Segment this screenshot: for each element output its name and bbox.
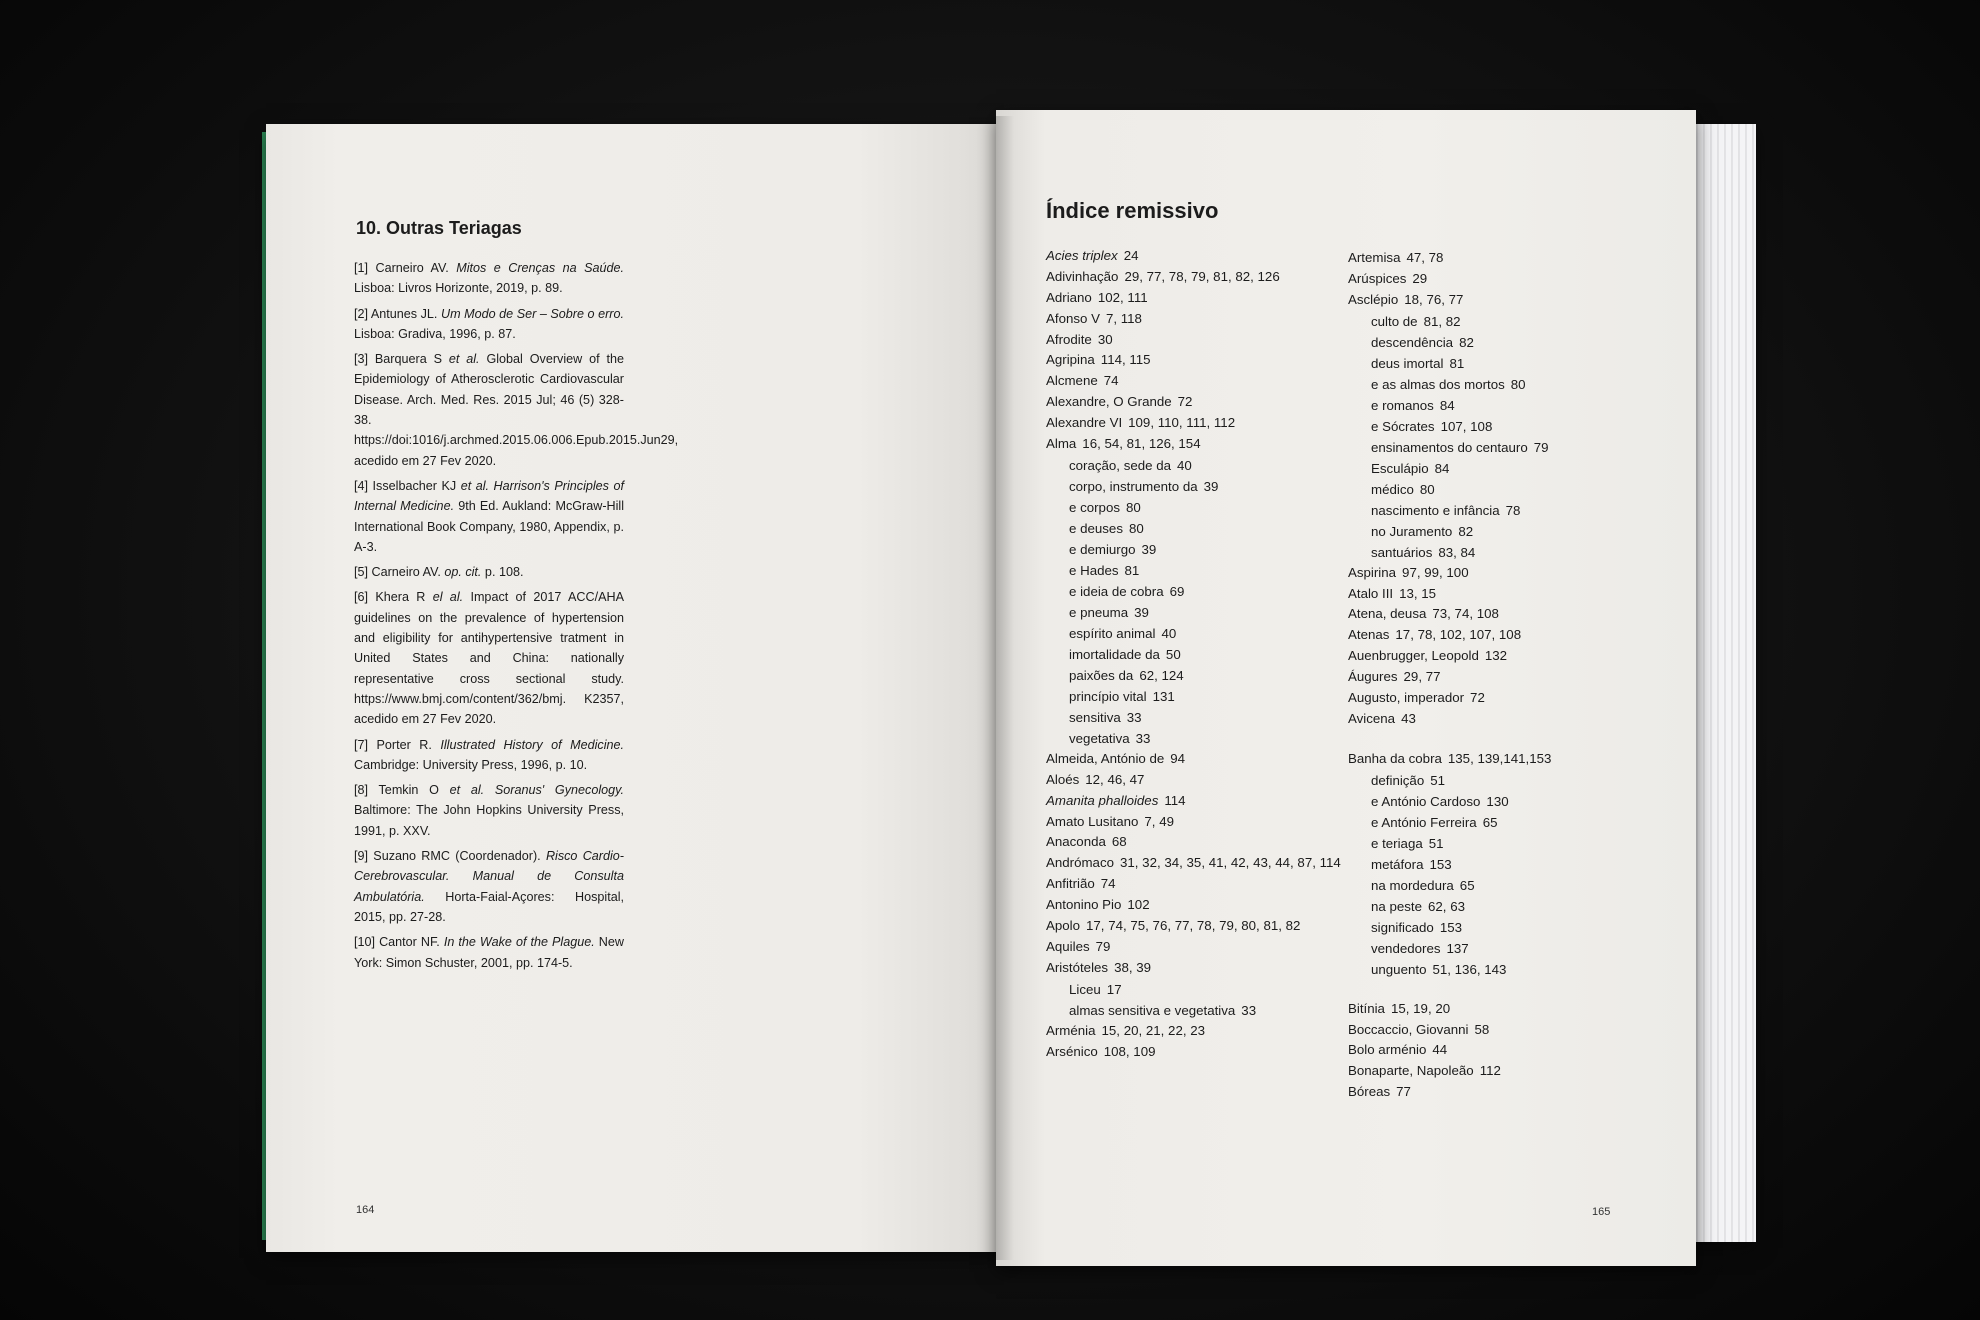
index-pages: 12, 46, 47 xyxy=(1085,771,1145,787)
index-pages: 108, 109 xyxy=(1103,1043,1156,1059)
index-term: unguento xyxy=(1371,961,1427,977)
index-pages: 130 xyxy=(1486,793,1509,809)
index-entry xyxy=(1348,709,1648,730)
index-term: Almeida, António de xyxy=(1046,750,1165,766)
index-pages: 81 xyxy=(1124,562,1140,578)
index-subentry xyxy=(1046,644,1346,665)
index-subentry xyxy=(1046,455,1346,476)
reference-item xyxy=(354,562,624,582)
index-term: sensitiva xyxy=(1069,709,1121,725)
index-entry xyxy=(1348,667,1648,688)
index-subentry xyxy=(1046,707,1346,728)
index-subentry xyxy=(1348,854,1648,875)
index-pages: 17 xyxy=(1106,981,1122,997)
index-pages: 40 xyxy=(1161,625,1177,641)
index-entry xyxy=(1046,371,1346,392)
index-entry xyxy=(1046,958,1346,979)
index-term: Liceu xyxy=(1069,981,1101,997)
index-term: Augusto, imperador xyxy=(1348,690,1465,706)
index-pages: 84 xyxy=(1439,397,1455,413)
index-entry xyxy=(1348,749,1648,770)
index-term: Artemisa xyxy=(1348,250,1401,265)
reference-item xyxy=(354,780,624,841)
index-pages: 137 xyxy=(1446,940,1469,956)
index-term: Apolo xyxy=(1046,918,1081,934)
reference-item xyxy=(354,258,624,299)
index-pages: 73, 74, 108 xyxy=(1432,606,1499,622)
reference-item xyxy=(354,349,679,471)
index-pages: 43 xyxy=(1401,710,1416,726)
index-term: no Juramento xyxy=(1371,523,1453,539)
index-subentry xyxy=(1348,332,1648,353)
reference-i: et al. Harrison's Principles of Internal Medicine. xyxy=(354,478,624,514)
index-subentry xyxy=(1046,560,1346,581)
reference-a: Suzano RMC (Coordenador). xyxy=(373,849,546,864)
index-entry xyxy=(1046,832,1346,853)
reference-num: [1] xyxy=(354,261,369,275)
reference-i: In the Wake of the Plague. xyxy=(443,935,595,950)
reference-b: Baltimore: The John Hopkins University Press, 1991, p. XXV. xyxy=(354,803,624,838)
index-pages: 94 xyxy=(1170,750,1186,766)
reference-num: [2] xyxy=(354,306,369,321)
index-subentry xyxy=(1348,875,1648,896)
reference-b: Lisboa: Livros Horizonte, 2019, p. 89. xyxy=(354,281,563,296)
reference-a: Antunes JL. xyxy=(370,306,441,321)
index-pages: 29, 77, 78, 79, 81, 82, 126 xyxy=(1124,268,1280,284)
index-term: Alma xyxy=(1046,436,1077,452)
index-pages: 44 xyxy=(1432,1042,1448,1058)
index-term: Alcmene xyxy=(1046,373,1098,389)
index-pages: 38, 39 xyxy=(1114,959,1152,975)
index-pages: 51, 136, 143 xyxy=(1432,961,1507,977)
index-term: culto de xyxy=(1371,313,1418,329)
index-entry xyxy=(1348,584,1648,605)
index-pages: 7, 49 xyxy=(1144,813,1174,829)
index-pages: 132 xyxy=(1484,648,1508,664)
reference-num: [6] xyxy=(354,590,369,605)
index-subentry xyxy=(1348,542,1648,563)
index-term: Agripina xyxy=(1046,352,1095,368)
index-term: Afrodite xyxy=(1046,331,1092,347)
index-pages: 114, 115 xyxy=(1100,352,1151,368)
reference-b: 9th Ed. Aukland: McGraw-Hill International Book Company, 1980, Appendix, p. A-3. xyxy=(354,499,625,554)
index-column-1 xyxy=(1046,246,1346,1063)
index-term: Amanita phalloides xyxy=(1046,792,1159,808)
index-pages: 62, 63 xyxy=(1428,898,1465,914)
index-pages: 81 xyxy=(1449,355,1465,371)
index-entry xyxy=(1348,688,1648,709)
index-pages: 72 xyxy=(1177,394,1193,410)
index-entry xyxy=(1046,392,1346,413)
reference-a: Carneiro AV. xyxy=(371,565,445,580)
index-term: Aloés xyxy=(1046,771,1080,787)
index-subentry xyxy=(1348,353,1648,374)
index-term: Anaconda xyxy=(1046,834,1106,850)
index-subentry xyxy=(1348,395,1648,416)
index-subentry xyxy=(1348,416,1648,437)
index-pages: 102 xyxy=(1127,897,1150,913)
reference-item xyxy=(354,846,624,927)
index-pages: 29, 77 xyxy=(1403,669,1441,685)
index-entry xyxy=(1046,916,1346,937)
reference-num: [9] xyxy=(354,849,369,864)
reference-num: [3] xyxy=(354,352,369,367)
index-pages: 80 xyxy=(1128,520,1144,536)
index-pages: 7, 118 xyxy=(1105,310,1142,326)
index-entry xyxy=(1046,1042,1346,1063)
index-subentry xyxy=(1046,728,1346,749)
index-term: e as almas dos mortos xyxy=(1371,376,1505,392)
index-term: corpo, instrumento da xyxy=(1069,478,1198,494)
index-subentry xyxy=(1348,500,1648,521)
index-subentry xyxy=(1046,979,1346,1000)
index-pages: 153 xyxy=(1429,856,1452,872)
chapter-heading: 10. Outras Teriagas xyxy=(356,218,522,238)
index-term: e António Ferreira xyxy=(1371,814,1477,830)
reference-b: Cambridge: University Press, 1996, p. 10. xyxy=(354,757,588,772)
index-pages: 78 xyxy=(1505,502,1521,518)
index-term: Alexandre, O Grande xyxy=(1046,394,1172,410)
reference-i: Mitos e Crenças na Saúde. xyxy=(456,261,625,275)
index-subentry xyxy=(1348,458,1648,479)
index-term: vegetativa xyxy=(1069,730,1130,746)
index-pages: 30 xyxy=(1097,331,1113,347)
reference-i: op. cit. xyxy=(444,565,482,580)
index-term: descendência xyxy=(1371,334,1454,350)
index-subentry xyxy=(1348,812,1648,833)
index-pages: 58 xyxy=(1474,1021,1490,1037)
index-entry xyxy=(1046,413,1346,434)
reference-a: Khera R xyxy=(375,590,433,605)
reference-a: Barquera S xyxy=(374,352,449,367)
page-number-left: 164 xyxy=(356,1204,375,1216)
index-subentry xyxy=(1046,539,1346,560)
index-subentry xyxy=(1348,791,1648,812)
index-entry xyxy=(1348,604,1648,625)
index-term: Arúspices xyxy=(1348,270,1407,286)
reference-a: Porter R. xyxy=(376,737,441,752)
index-subentry xyxy=(1348,959,1648,980)
index-term: Áugures xyxy=(1348,669,1398,685)
index-pages: 51 xyxy=(1430,772,1446,788)
reference-b: Impact of 2017 ACC/AHA guidelines on the prevalence of hypertension and eligibility for antihypertensive tratment in United States and China: nationally representative cross sectional study. https://www.bmj.com/content/362/bmj. K2357, acedido em 27 Fev 2020. xyxy=(354,590,625,727)
index-pages: 62, 124 xyxy=(1139,667,1184,683)
reference-a: Carneiro AV. xyxy=(375,261,457,275)
index-entry xyxy=(1046,1021,1346,1042)
index-term: e demiurgo xyxy=(1069,541,1136,557)
index-term: e romanos xyxy=(1371,397,1434,413)
index-subentry xyxy=(1046,602,1346,623)
index-pages: 68 xyxy=(1111,834,1127,850)
index-pages: 17, 78, 102, 107, 108 xyxy=(1395,627,1522,643)
index-pages: 39 xyxy=(1203,478,1219,494)
index-subentry xyxy=(1046,581,1346,602)
index-pages: 39 xyxy=(1134,604,1149,620)
index-pages: 81, 82 xyxy=(1423,313,1461,329)
index-pages: 77 xyxy=(1396,1084,1411,1100)
index-term: Bóreas xyxy=(1348,1084,1391,1100)
reference-item xyxy=(354,587,624,729)
index-entry xyxy=(1348,563,1648,584)
index-term: metáfora xyxy=(1371,856,1424,872)
index-entry xyxy=(1046,791,1346,812)
index-term: médico xyxy=(1371,481,1414,497)
page-number-right: 165 xyxy=(1592,1206,1611,1218)
reference-num: [5] xyxy=(354,565,369,580)
index-term: Arsénico xyxy=(1046,1043,1098,1059)
index-term: Anfitrião xyxy=(1046,876,1095,892)
index-subentry xyxy=(1046,476,1346,497)
index-entry xyxy=(1348,646,1648,667)
index-term: Adivinhação xyxy=(1046,268,1119,284)
reference-num: [4] xyxy=(354,478,369,493)
index-entry xyxy=(1046,853,1346,874)
index-pages: 50 xyxy=(1165,646,1181,662)
index-entry xyxy=(1046,246,1346,267)
index-term: Afonso V xyxy=(1046,310,1100,326)
index-term: na peste xyxy=(1371,898,1423,914)
index-pages: 84 xyxy=(1434,460,1450,476)
index-subentry xyxy=(1046,1000,1346,1021)
index-pages: 102, 111 xyxy=(1097,289,1148,305)
reference-num: [8] xyxy=(354,783,369,798)
reference-a: Temkin O xyxy=(378,783,450,798)
index-term: Atenas xyxy=(1348,627,1390,643)
index-term: Aspirina xyxy=(1348,564,1397,580)
index-pages: 80 xyxy=(1510,376,1526,392)
index-term: e teriaga xyxy=(1371,835,1423,851)
index-pages: 82 xyxy=(1459,334,1474,350)
book-gutter-shadow xyxy=(996,116,1014,1260)
index-subentry xyxy=(1348,896,1648,917)
index-term: e ideia de cobra xyxy=(1069,583,1164,599)
index-subentry xyxy=(1348,833,1648,854)
reference-item xyxy=(354,304,624,345)
reference-num: [10] xyxy=(354,935,376,950)
index-term: Boccaccio, Giovanni xyxy=(1348,1021,1469,1037)
index-pages: 109, 110, 111, 112 xyxy=(1128,415,1236,431)
reference-list xyxy=(354,258,679,978)
index-term: Esculápio xyxy=(1371,460,1429,476)
index-pages: 131 xyxy=(1152,688,1175,704)
index-term: e António Cardoso xyxy=(1371,793,1481,809)
reference-i: Risco Cardio-Cerebrovascular. Manual de Consulta Ambulatória. xyxy=(354,849,624,904)
index-pages: 24 xyxy=(1123,248,1139,263)
index-term: e pneuma xyxy=(1069,604,1129,620)
index-pages: 18, 76, 77 xyxy=(1404,291,1464,307)
index-pages: 33 xyxy=(1241,1002,1257,1018)
index-term: Asclépio xyxy=(1348,291,1399,307)
index-term: coração, sede da xyxy=(1069,457,1172,473)
index-pages: 31, 32, 34, 35, 41, 42, 43, 44, 87, 114 xyxy=(1120,855,1341,871)
index-pages: 74 xyxy=(1103,373,1119,389)
index-pages: 80 xyxy=(1419,481,1435,497)
index-subentry xyxy=(1348,374,1648,395)
index-entry xyxy=(1348,1061,1648,1082)
index-entry xyxy=(1348,1020,1648,1041)
index-subentry xyxy=(1046,518,1346,539)
index-term: significado xyxy=(1371,919,1434,935)
index-pages: 16, 54, 81, 126, 154 xyxy=(1082,436,1201,452)
index-pages: 65 xyxy=(1482,814,1498,830)
index-pages: 82 xyxy=(1458,523,1474,539)
index-term: Andrómaco xyxy=(1046,855,1114,871)
reference-b: p. 108. xyxy=(481,565,524,580)
index-term: ensinamentos do centauro xyxy=(1371,439,1528,455)
index-pages: 153 xyxy=(1439,919,1463,935)
index-term: Bolo arménio xyxy=(1348,1042,1427,1058)
index-entry xyxy=(1046,288,1346,309)
index-pages: 33 xyxy=(1126,709,1142,725)
index-term: e deuses xyxy=(1069,520,1123,536)
index-entry xyxy=(1046,330,1346,351)
index-pages: 72 xyxy=(1470,690,1485,706)
index-entry xyxy=(1046,770,1346,791)
reference-a: Isselbacher KJ xyxy=(372,478,461,493)
index-pages: 40 xyxy=(1177,457,1192,473)
index-term: Adriano xyxy=(1046,289,1092,305)
reference-i: el al. xyxy=(432,590,464,605)
index-pages: 13, 15 xyxy=(1399,585,1437,601)
index-pages: 83, 84 xyxy=(1438,544,1476,560)
index-entry xyxy=(1046,812,1346,833)
index-subentry xyxy=(1046,497,1346,518)
index-subentry xyxy=(1348,479,1648,500)
reference-a: Cantor NF. xyxy=(379,935,444,950)
index-entry xyxy=(1046,874,1346,895)
reference-i: Illustrated History of Medicine. xyxy=(440,737,624,752)
index-term: Arménia xyxy=(1046,1022,1096,1038)
index-term: paixões da xyxy=(1069,667,1134,683)
index-pages: 114 xyxy=(1164,792,1186,808)
index-term: Auenbrugger, Leopold xyxy=(1348,648,1479,664)
index-entry xyxy=(1046,309,1346,330)
index-entry xyxy=(1348,625,1648,646)
index-term: imortalidade da xyxy=(1069,646,1160,662)
index-term: Amato Lusitano xyxy=(1046,813,1139,829)
index-subentry xyxy=(1348,938,1648,959)
index-entry xyxy=(1046,749,1346,770)
index-term: Bitínia xyxy=(1348,1000,1385,1016)
index-pages: 15, 20, 21, 22, 23 xyxy=(1101,1022,1206,1038)
index-pages: 39 xyxy=(1141,541,1157,557)
index-entry xyxy=(1046,267,1346,288)
index-entry xyxy=(1348,999,1648,1020)
index-pages: 135, 139,141,153 xyxy=(1447,750,1552,766)
index-term: Alexandre VI xyxy=(1046,415,1123,431)
index-entry xyxy=(1348,1040,1648,1061)
index-pages: 33 xyxy=(1135,730,1151,746)
index-entry xyxy=(1046,434,1346,455)
reference-b: Global Overview of the Epidemiology of Atherosclerotic Cardiovascular Disease. Arch. Med. Res. 2015 Jul; 46 (5) 328-38. https://doi:1016/j.archmed.2015.06.006.Epub.2015.Jun29, acedido em 27 Fev 2020. xyxy=(354,352,679,468)
index-term: princípio vital xyxy=(1069,688,1147,704)
index-pages: 47, 78 xyxy=(1406,250,1444,265)
reference-item xyxy=(354,476,624,557)
index-pages: 79 xyxy=(1533,439,1549,455)
index-term: Atena, deusa xyxy=(1348,606,1427,622)
index-term: definição xyxy=(1371,772,1425,788)
index-term: na mordedura xyxy=(1371,877,1454,893)
index-pages: 107, 108 xyxy=(1440,418,1493,434)
index-term: Antonino Pio xyxy=(1046,897,1122,913)
reference-num: [7] xyxy=(354,737,369,752)
index-term: espírito animal xyxy=(1069,625,1156,641)
reference-b: Lisboa: Gradiva, 1996, p. 87. xyxy=(354,326,516,341)
index-subentry xyxy=(1348,770,1648,791)
index-term: deus imortal xyxy=(1371,355,1444,371)
index-entry xyxy=(1348,290,1648,311)
index-entry xyxy=(1348,1082,1648,1103)
reference-item xyxy=(354,735,624,776)
index-term: e corpos xyxy=(1069,499,1120,515)
index-heading: Índice remissivo xyxy=(1046,198,1219,223)
index-pages: 97, 99, 100 xyxy=(1402,564,1469,580)
reference-i: et al. Soranus' Gynecology. xyxy=(449,783,625,798)
index-pages: 112 xyxy=(1479,1063,1501,1079)
index-subentry xyxy=(1348,521,1648,542)
index-pages: 80 xyxy=(1126,499,1141,515)
index-term: Avicena xyxy=(1348,710,1396,726)
index-subentry xyxy=(1046,623,1346,644)
index-entry xyxy=(1348,248,1648,269)
index-pages: 74 xyxy=(1100,876,1116,892)
index-term: e Hades xyxy=(1069,562,1119,578)
index-subentry xyxy=(1348,437,1648,458)
reference-i: Um Modo de Ser – Sobre o erro. xyxy=(440,306,624,321)
index-pages: 15, 19, 20 xyxy=(1390,1000,1451,1016)
index-term: Banha da cobra xyxy=(1348,750,1442,766)
index-term: Aquiles xyxy=(1046,938,1090,954)
index-term: Aristóteles xyxy=(1046,959,1109,975)
reference-item xyxy=(354,932,624,973)
index-pages: 29 xyxy=(1412,270,1428,286)
index-term: santuários xyxy=(1371,544,1433,560)
reference-i: et al. xyxy=(448,352,480,367)
index-term: vendedores xyxy=(1371,940,1441,956)
index-pages: 79 xyxy=(1095,938,1111,954)
index-term: Atalo III xyxy=(1348,585,1394,601)
index-pages: 17, 74, 75, 76, 77, 78, 79, 80, 81, 82 xyxy=(1086,918,1301,934)
index-entry xyxy=(1348,269,1648,290)
index-term: almas sensitiva e vegetativa xyxy=(1069,1002,1236,1018)
index-term: Acies triplex xyxy=(1046,248,1118,263)
reference-b: New York: Simon Schuster, 2001, pp. 174-5. xyxy=(354,935,624,970)
index-pages: 69 xyxy=(1169,583,1185,599)
index-pages: 65 xyxy=(1459,877,1475,893)
index-subentry xyxy=(1046,686,1346,707)
index-entry xyxy=(1046,895,1346,916)
index-column-2 xyxy=(1348,248,1648,1103)
index-subentry xyxy=(1348,917,1648,938)
index-term: e Sócrates xyxy=(1371,418,1435,434)
index-term: nascimento e infância xyxy=(1371,502,1500,518)
index-subentry xyxy=(1348,311,1648,332)
index-entry xyxy=(1046,350,1346,371)
index-subentry xyxy=(1046,665,1346,686)
reference-b: Horta-Faial-Açores: Hospital, 2015, pp. 27-28. xyxy=(354,889,624,924)
index-pages: 51 xyxy=(1428,835,1444,851)
index-term: Bonaparte, Napoleão xyxy=(1348,1063,1474,1079)
index-entry xyxy=(1046,937,1346,958)
